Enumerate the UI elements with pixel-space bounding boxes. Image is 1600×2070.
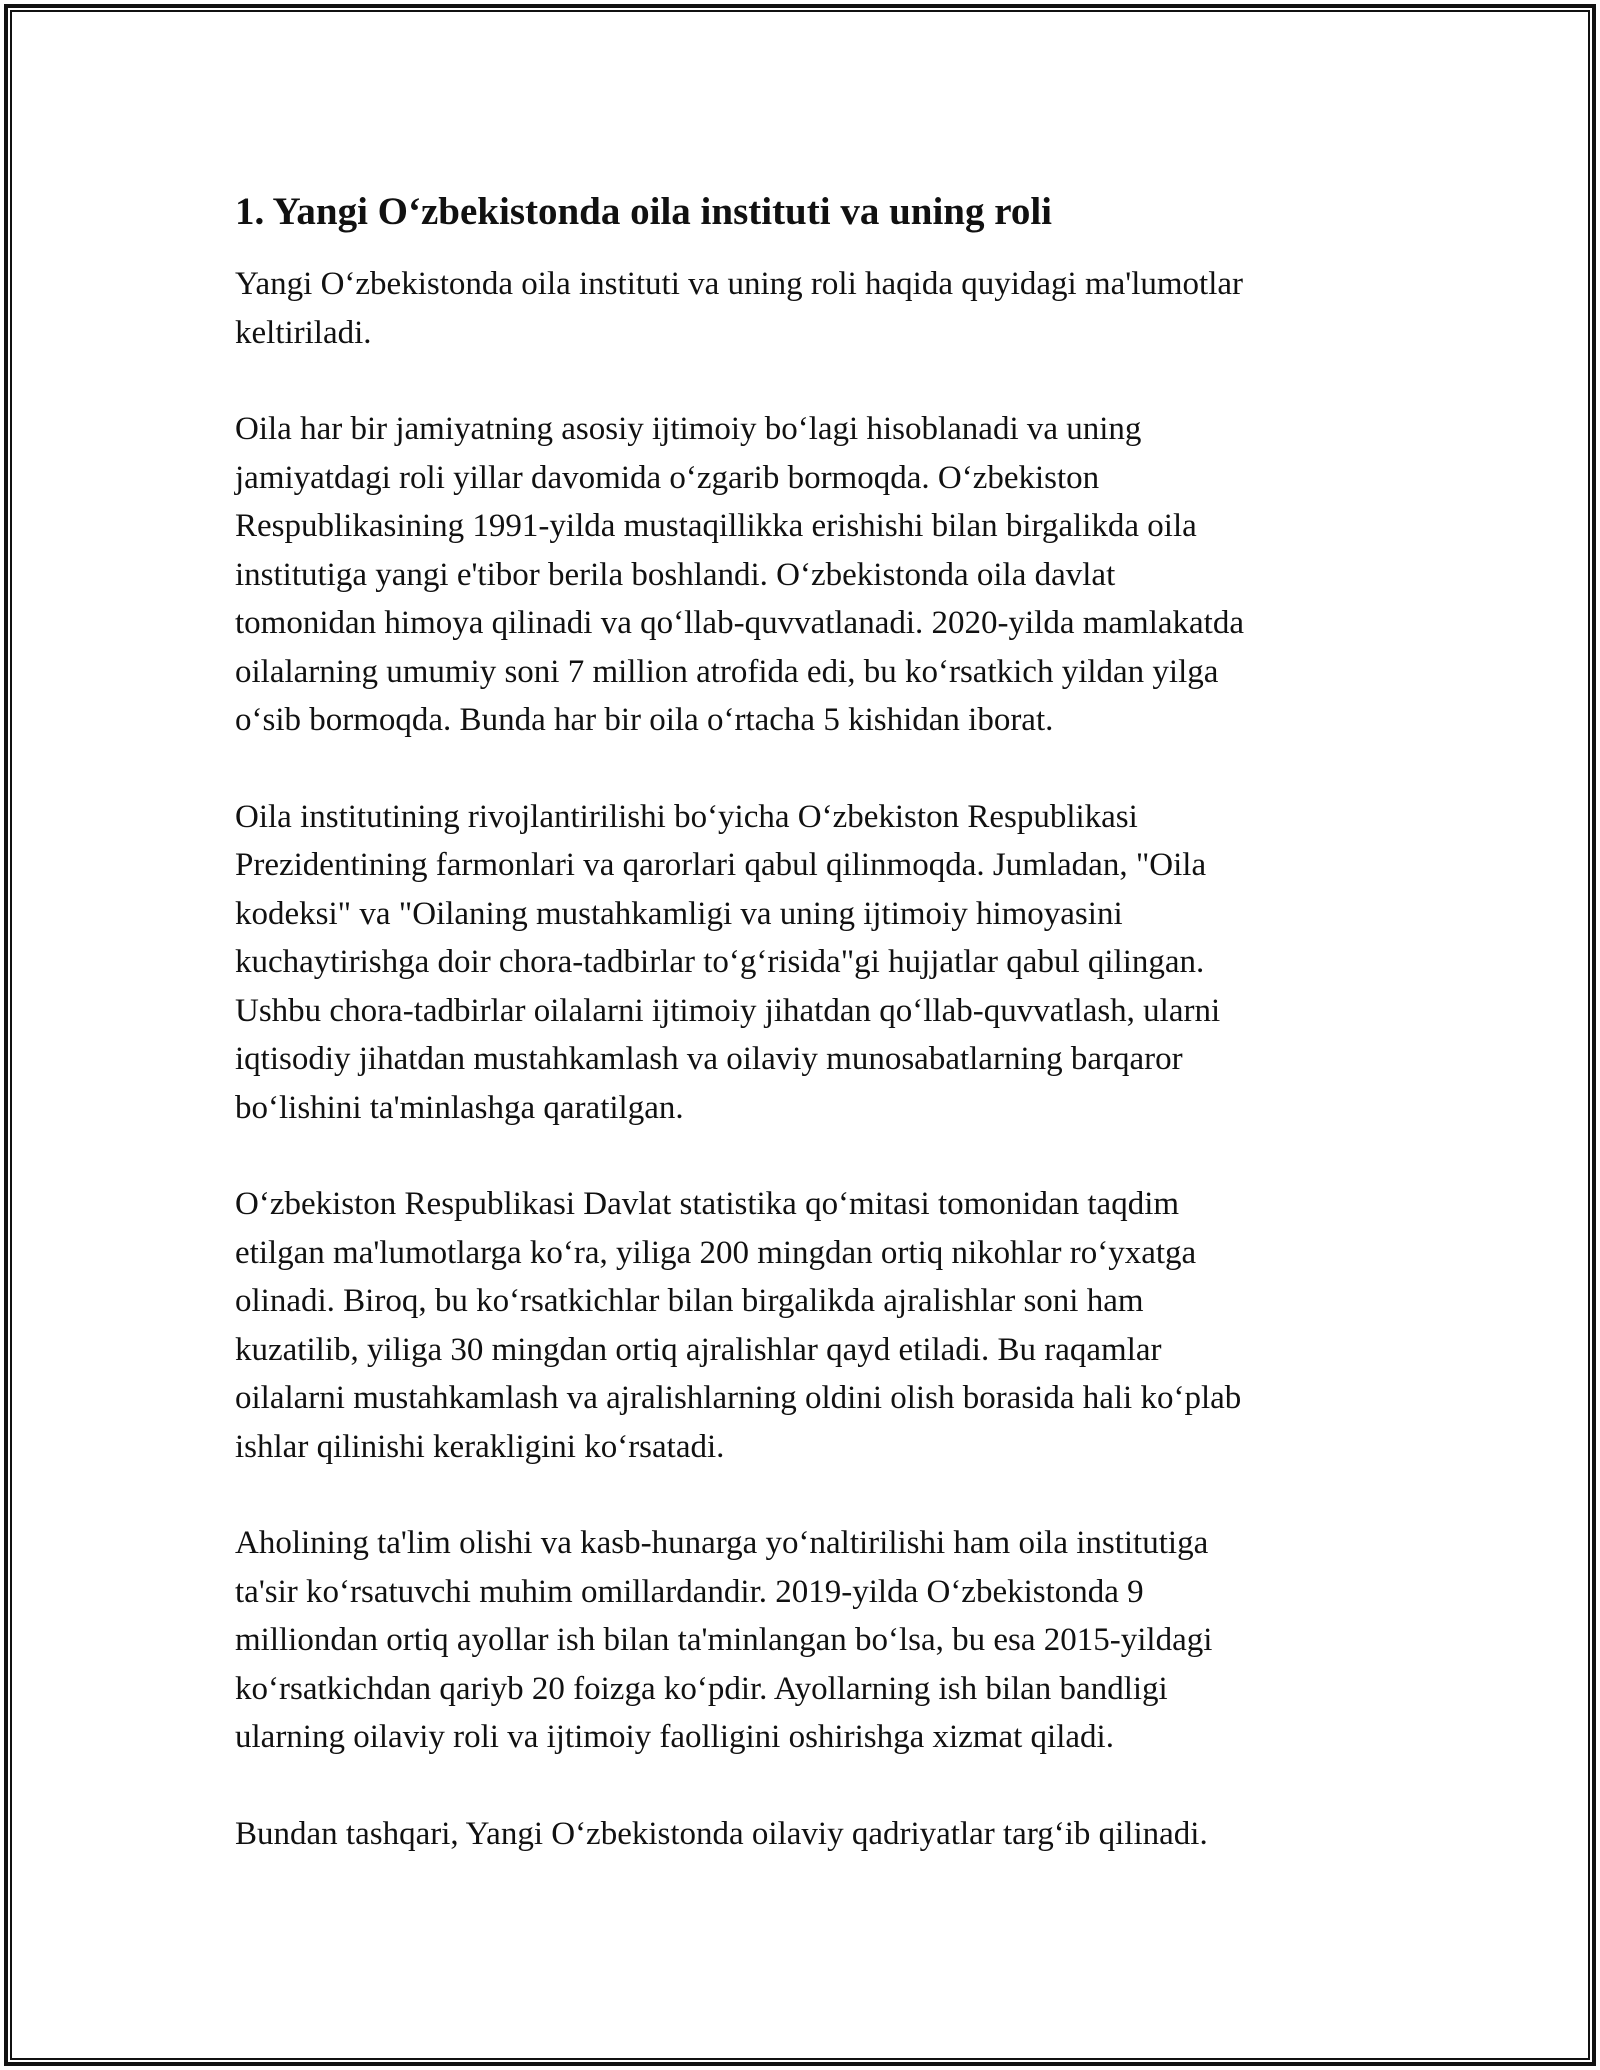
paragraph-legislation: Oila institutining rivojlantirilishi bo‘yicha O‘zbekiston Respublikasi Prezidentining farmonlari va qarorlari qabul qilinmoqda. Jumladan, "Oila kodeksi" va "Oilaning mustahkamligi va uning ijtimoiy himoyasini kuchaytirishga doir chora-tadbirlar to‘g‘risida"gi hujjatlar qabul qilingan. Ushbu chora-tadbirlar oilalarni ijtimoiy jihatdan qo‘llab-quvvatlash, ularni iqtisodiy jihatdan mustahkamlash va oilaviy munosabatlarning barqaror bo‘lishini ta'minlashga qaratilgan. bbox=[235, 798, 1221, 1126]
paragraph-family-values: Bundan tashqari, Yangi O‘zbekistonda oilaviy qadriyatlar targ‘ib qilinadi. bbox=[235, 1815, 1208, 1852]
paragraph-family-role: Oila har bir jamiyatning asosiy ijtimoiy bo‘lagi hisoblanadi va uning jamiyatdagi roli yillar davomida o‘zgarib bormoqda. O‘zbekiston Respublikasining 1991-yilda mustaqillikka erishishi bilan birgalikda oila institutiga yangi e'tibor berila boshlandi. O‘zbekistonda oila davlat tomonidan himoya qilinadi va qo‘llab-quvvatlanadi. 2020-yilda mamlakatda oilalarning umumiy soni 7 million atrofida edi, bu ko‘rsatkich yildan yilga o‘sib bormoqda. Bunda har bir oila o‘rtacha 5 kishidan iborat. bbox=[235, 411, 1244, 738]
paragraph-intro: Yangi O‘zbekistonda oila instituti va uning roli haqida quyidagi ma'lumotlar keltiriladi. bbox=[235, 266, 1244, 351]
document-title: 1. Yangi O‘zbekistonda oila instituti va uning roli bbox=[235, 190, 1053, 233]
paragraph-education-employment: Aholining ta'lim olishi va kasb-hunarga yo‘naltirilishi ham oila institutiga ta'sir ko‘rsatuvchi muhim omillardandir. 2019-yilda O‘zbekistonda 9 milliondan ortiq ayollar ish bilan ta'minlangan bo‘lsa, bu esa 2015-yildagi ko‘rsatkichdan qariyb 20 foizga ko‘pdir. Ayollarning ish bilan bandligi ularning oilaviy roli va ijtimoiy faolligini oshirishga xizmat qiladi. bbox=[235, 1525, 1213, 1755]
paragraph-statistics: O‘zbekiston Respublikasi Davlat statistika qo‘mitasi tomonidan taqdim etilgan ma'lumotlarga ko‘ra, yiliga 200 mingdan ortiq nikohlar ro‘yxatga olinadi. Biroq, bu ko‘rsatkichlar bilan birgalikda ajralishlar soni ham kuzatilib, yiliga 30 mingdan ortiq ajralishlar qayd etiladi. Bu raqamlar oilalarni mustahkamlash va ajralishlarning oldini olish borasida hali ko‘plab ishlar qilinishi kerakligini ko‘rsatadi. bbox=[235, 1186, 1242, 1465]
document-body bbox=[235, 186, 1365, 1906]
